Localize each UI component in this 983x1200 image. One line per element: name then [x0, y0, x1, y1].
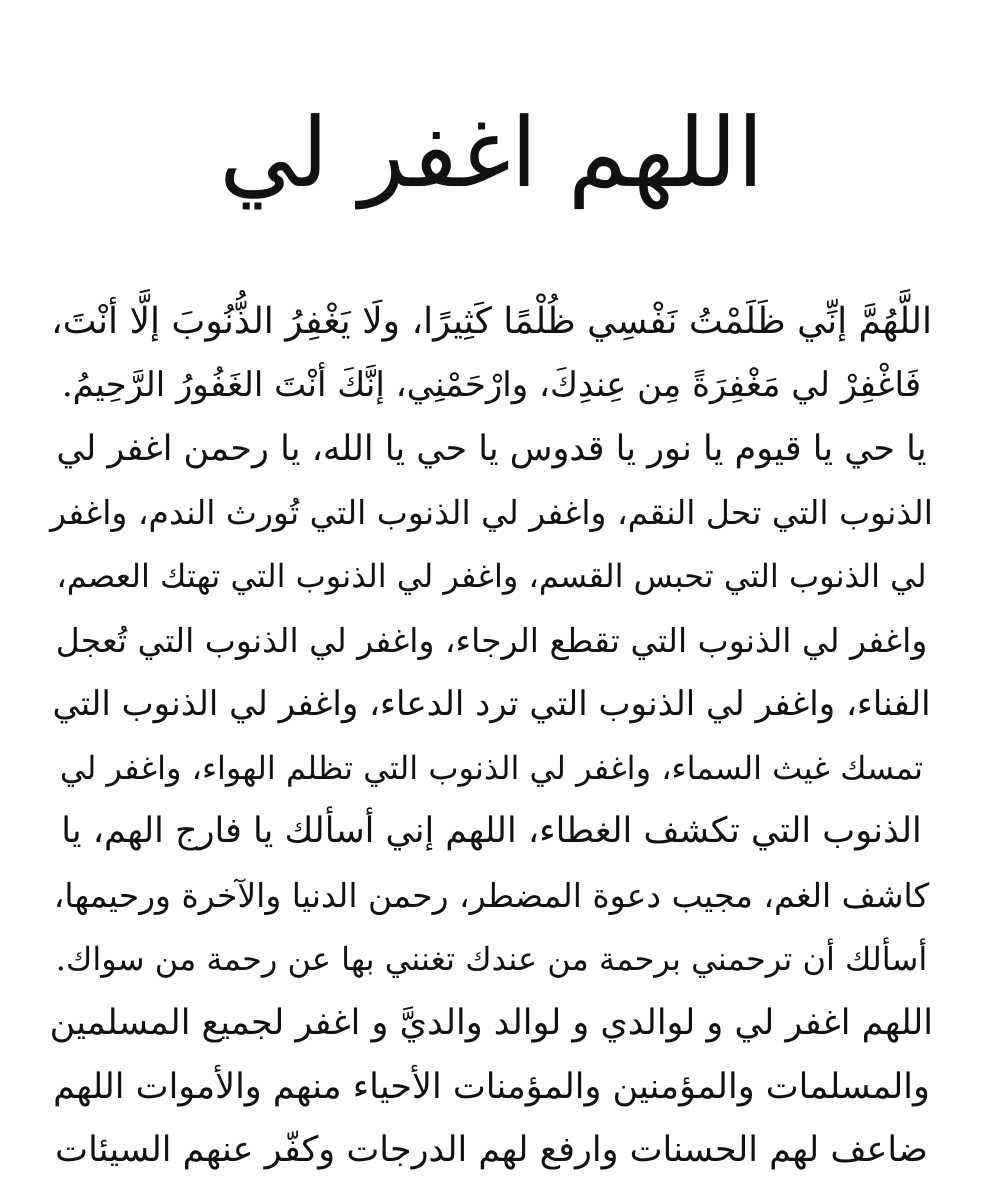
text-line: الفناء، واغفر لي الذنوب التي ترد الدعاء، واغفر لي الذنوب التي — [52, 683, 931, 724]
text-line: ضاعف لهم الحسنات وارفع لهم الدرجات وكفّر عنهم السيئات — [55, 1130, 928, 1171]
text-line: اللهم اغفر لي و لوالدي و لوالد والديَّ و اغفر لجميع المسلمين — [49, 1002, 933, 1043]
page-title: اللهم اغفر لي — [219, 97, 764, 209]
text-line: واغفر لي الذنوب التي تقطع الرجاء، واغفر لي الذنوب التي تُعجل — [55, 620, 928, 660]
text-line: تمسك غيث السماء، واغفر لي الذنوب التي تظلم الهواء، واغفر لي — [59, 748, 924, 787]
text-line: أسألك أن ترحمني برحمة من عندك تغنني بها عن رحمة من سواك. — [55, 939, 928, 978]
text-line: لي الذنوب التي تحبس القسم، واغفر لي الذنوب التي تهتك العصم، — [56, 557, 927, 596]
text-line: والمسلمات والمؤمنين والمؤمنات الأحياء منهم والأموات اللهم — [53, 1066, 930, 1107]
text-line: اللَّهُمَّ إنِّي ظَلَمْتُ نَفْسِي ظُلْمًا كَثِيرًا، ولَا يَغْفِرُ الذُّنُوبَ إلَّا أنْتَ، — [51, 301, 932, 342]
text-line: فَاغْفِرْ لي مَغْفِرَةً مِن عِندِكَ، وارْحَمْنِي، إنَّكَ أنْتَ الغَفُورُ الرَّحِيمُ. — [61, 364, 922, 405]
text-line: الذنوب التي تكشف الغطاء، اللهم إني أسألك يا فارج الهم، يا — [61, 811, 922, 852]
text-line: يا حي يا قيوم يا نور يا قدوس يا حي يا الله، يا رحمن اغفر لي — [56, 428, 927, 469]
supplication-text — [50, 290, 933, 1183]
text-line: كاشف الغم، مجيب دعوة المضطر، رحمن الدنيا والآخرة ورحيمها، — [53, 876, 930, 916]
text-line: الذنوب التي تحل النقم، واغفر لي الذنوب التي تُورث الندم، واغفر — [50, 493, 933, 533]
